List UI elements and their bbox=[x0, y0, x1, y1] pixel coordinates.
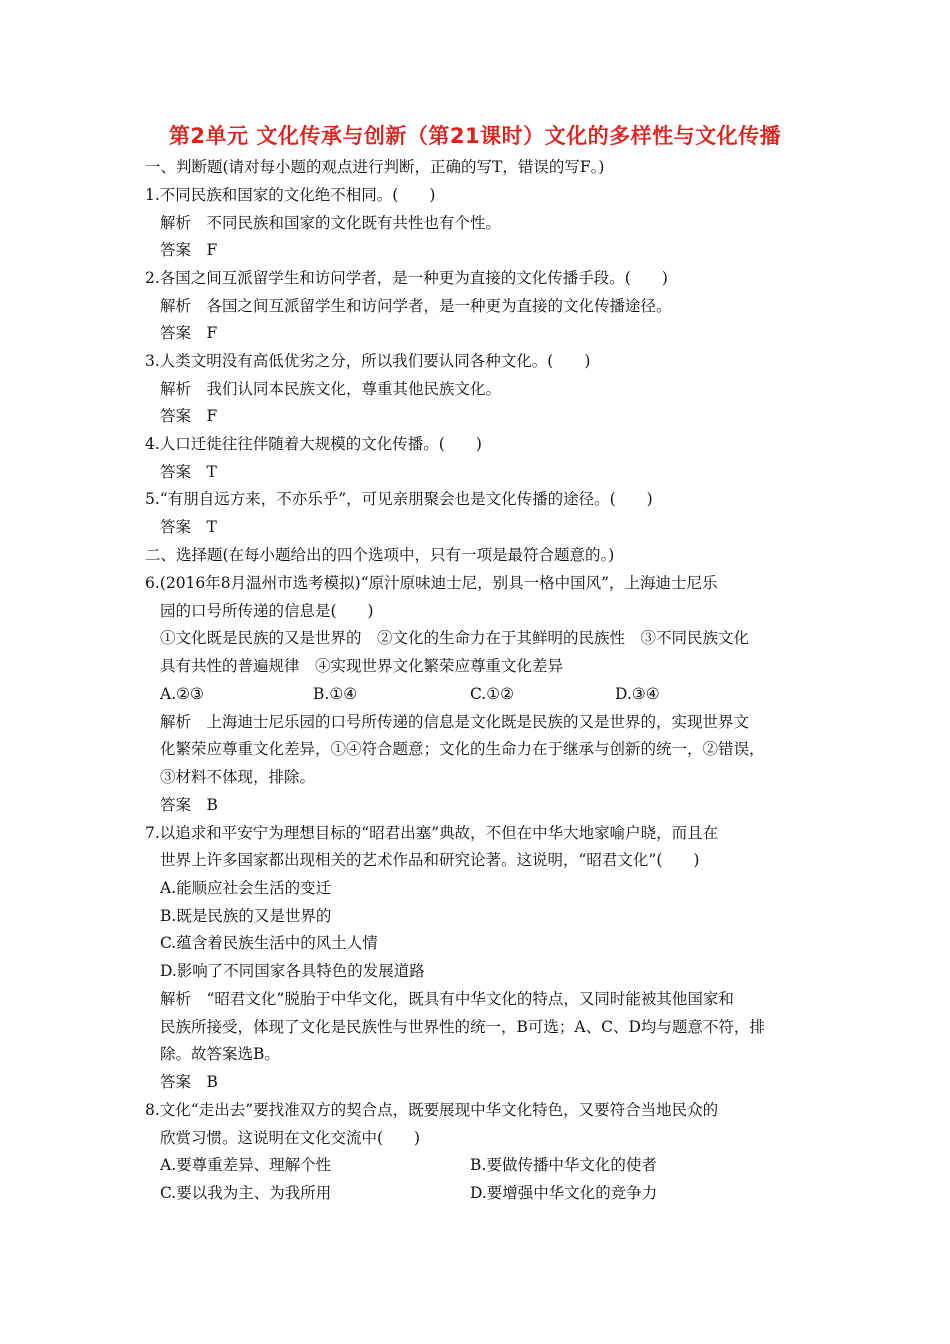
answer-4: 答案 T bbox=[160, 463, 217, 481]
q7-option-c: C.蕴含着民族生活中的风土人情 bbox=[160, 934, 378, 952]
page-title: 第2单元 文化传承与创新（第21课时）文化的多样性与文化传播 bbox=[168, 124, 782, 148]
analysis-6-line-3: ③材料不体现，排除。 bbox=[160, 768, 316, 786]
q6-option-d: D.③④ bbox=[615, 685, 660, 703]
question-6-line-1: 6.(2016年8月温州市选考模拟)“原汁原味迪士尼，别具一格中国风”，上海迪士尼乐 bbox=[145, 574, 718, 592]
section-heading-judgment: 一、判断题(请对每小题的观点进行判断，正确的写T，错误的写F。) bbox=[145, 158, 605, 176]
analysis-3: 解析 我们认同本民族文化，尊重其他民族文化。 bbox=[160, 380, 502, 398]
analysis-6-line-1: 解析 上海迪士尼乐园的口号所传递的信息是文化既是民族的又是世界的，实现世界文 bbox=[160, 713, 750, 731]
answer-2: 答案 F bbox=[160, 324, 218, 342]
q8-option-b: B.要做传播中华文化的使者 bbox=[470, 1156, 657, 1174]
question-2: 2.各国之间互派留学生和访问学者，是一种更为直接的文化传播手段。( ) bbox=[145, 269, 668, 287]
question-6-statements-1: ①文化既是民族的又是世界的 ②文化的生命力在于其鲜明的民族性 ③不同民族文化 bbox=[160, 629, 750, 647]
question-6-line-2: 园的口号所传递的信息是( ) bbox=[160, 602, 374, 620]
q7-option-b: B.既是民族的又是世界的 bbox=[160, 907, 332, 925]
analysis-7-line-1: 解析 “昭君文化”脱胎于中华文化，既具有中华文化的特点，又同时能被其他国家和 bbox=[160, 990, 734, 1008]
question-1: 1.不同民族和国家的文化绝不相同。( ) bbox=[145, 186, 436, 204]
analysis-7-line-3: 除。故答案选B。 bbox=[160, 1045, 280, 1063]
question-5: 5.“有朋自远方来，不亦乐乎”，可见亲朋聚会也是文化传播的途径。( ) bbox=[145, 490, 653, 508]
analysis-1: 解析 不同民族和国家的文化既有共性也有个性。 bbox=[160, 214, 502, 232]
q6-option-c: C.①② bbox=[470, 685, 515, 703]
answer-3: 答案 F bbox=[160, 407, 218, 425]
q8-option-d: D.要增强中华文化的竞争力 bbox=[470, 1184, 658, 1202]
analysis-7-line-2: 民族所接受，体现了文化是民族性与世界性的统一，B可选；A、C、D均与题意不符，排 bbox=[160, 1018, 765, 1036]
analysis-2: 解析 各国之间互派留学生和访问学者，是一种更为直接的文化传播途径。 bbox=[160, 297, 672, 315]
answer-7: 答案 B bbox=[160, 1073, 218, 1091]
answer-1: 答案 F bbox=[160, 241, 218, 259]
question-4: 4.人口迁徙往往伴随着大规模的文化传播。( ) bbox=[145, 435, 482, 453]
q8-option-c: C.要以我为主、为我所用 bbox=[160, 1184, 332, 1202]
q6-option-a: A.②③ bbox=[160, 685, 204, 703]
q7-option-d: D.影响了不同国家各具特色的发展道路 bbox=[160, 962, 425, 980]
section-heading-choice: 二、选择题(在每小题给出的四个选项中，只有一项是最符合题意的。) bbox=[145, 546, 615, 564]
q6-option-b: B.①④ bbox=[313, 685, 358, 703]
question-7-line-1: 7.以追求和平安宁为理想目标的“昭君出塞”典故，不但在中华大地家喻户晓，而且在 bbox=[145, 824, 719, 842]
analysis-6-line-2: 化繁荣应尊重文化差异，①④符合题意；文化的生命力在于继承与创新的统一，②错误， bbox=[160, 740, 765, 758]
question-6-statements-2: 具有共性的普遍规律 ④实现世界文化繁荣应尊重文化差异 bbox=[160, 657, 564, 675]
answer-6: 答案 B bbox=[160, 796, 218, 814]
question-8-line-1: 8.文化“走出去”要找准双方的契合点，既要展现中华文化特色，又要符合当地民众的 bbox=[145, 1101, 719, 1119]
question-7-line-2: 世界上许多国家都出现相关的艺术作品和研究论著。这说明，“昭君文化”( ) bbox=[160, 851, 700, 869]
question-8-line-2: 欣赏习惯。这说明在文化交流中( ) bbox=[160, 1129, 421, 1147]
q8-option-a: A.要尊重差异、理解个性 bbox=[160, 1156, 332, 1174]
question-3: 3.人类文明没有高低优劣之分，所以我们要认同各种文化。( ) bbox=[145, 352, 591, 370]
q7-option-a: A.能顺应社会生活的变迁 bbox=[160, 879, 332, 897]
answer-5: 答案 T bbox=[160, 518, 217, 536]
